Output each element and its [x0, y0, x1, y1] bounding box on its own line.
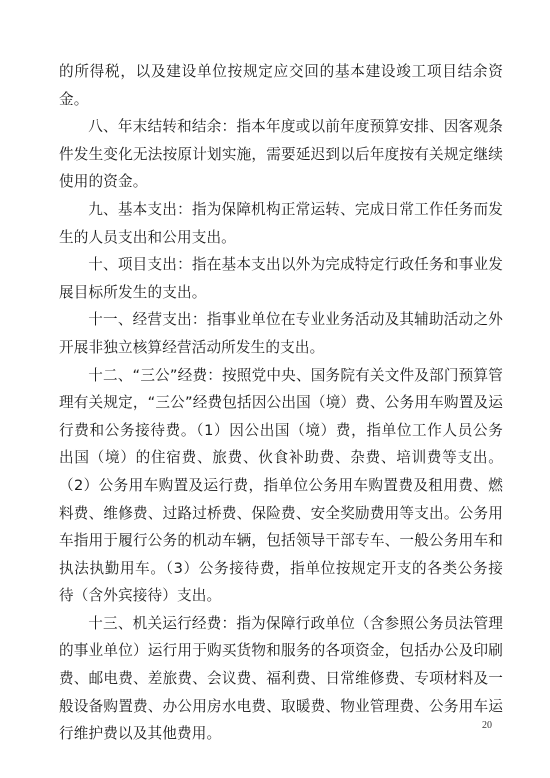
document-body	[59, 58, 503, 748]
paragraph-basic-expenditure: 九、基本支出：指为保障机构正常运转、完成日常工作任务而发生的人员支出和公用支出。	[59, 200, 503, 246]
paragraph-operating-expenditure: 十一、经营支出：指事业单位在专业业务活动及其辅助活动之外开展非独立核算经营活动所发生的支出。	[59, 311, 503, 356]
page-number: 20	[482, 720, 492, 731]
paragraph-continuation: 的所得税，以及建设单位按规定应交回的基本建设竣工项目结余资金。	[59, 63, 503, 108]
paragraph-three-public-expenses: 十二、“三公”经费：按照党中央、国务院有关文件及部门预算管理有关规定，“三公”经费包括因公出国（境）费、公务用车购置及运行费和公务接待费。（1）因公出国（境）费，指单位工作人员公务出国（境）的住宿费、旅费、伙食补助费、杂费、培训费等支出。（2）公务用车购置及运行费，指单位公务用车购置费及租用费、燃料费、维修费、过路过桥费、保险费、安全奖励费用等支出。公务用车指用于履行公务的机动车辆，包括领导干部专车、一般公务用车和执法执勤用车。（3）公务接待费，指单位按规定开支的各类公务接待（含外宾接待）支出。	[59, 366, 503, 605]
paragraph-project-expenditure: 十、项目支出：指在基本支出以外为完成特定行政任务和事业发展目标所发生的支出。	[59, 256, 503, 301]
paragraph-agency-operating-expenses: 十三、机关运行经费：指为保障行政单位（含参照公务员法管理的事业单位）运行用于购买货物和服务的各项资金，包括办公及印刷费、邮电费、差旅费、会议费、福利费、日常维修费、专项材料及一般设备购置费、办公用房水电费、取暖费、物业管理费、公务用车运行维护费以及其他费用。	[59, 614, 503, 743]
paragraph-year-end-carryover: 八、年末结转和结余：指本年度或以前年度预算安排、因客观条件发生变化无法按原计划实施，需要延迟到以后年度按有关规定继续使用的资金。	[59, 118, 503, 191]
